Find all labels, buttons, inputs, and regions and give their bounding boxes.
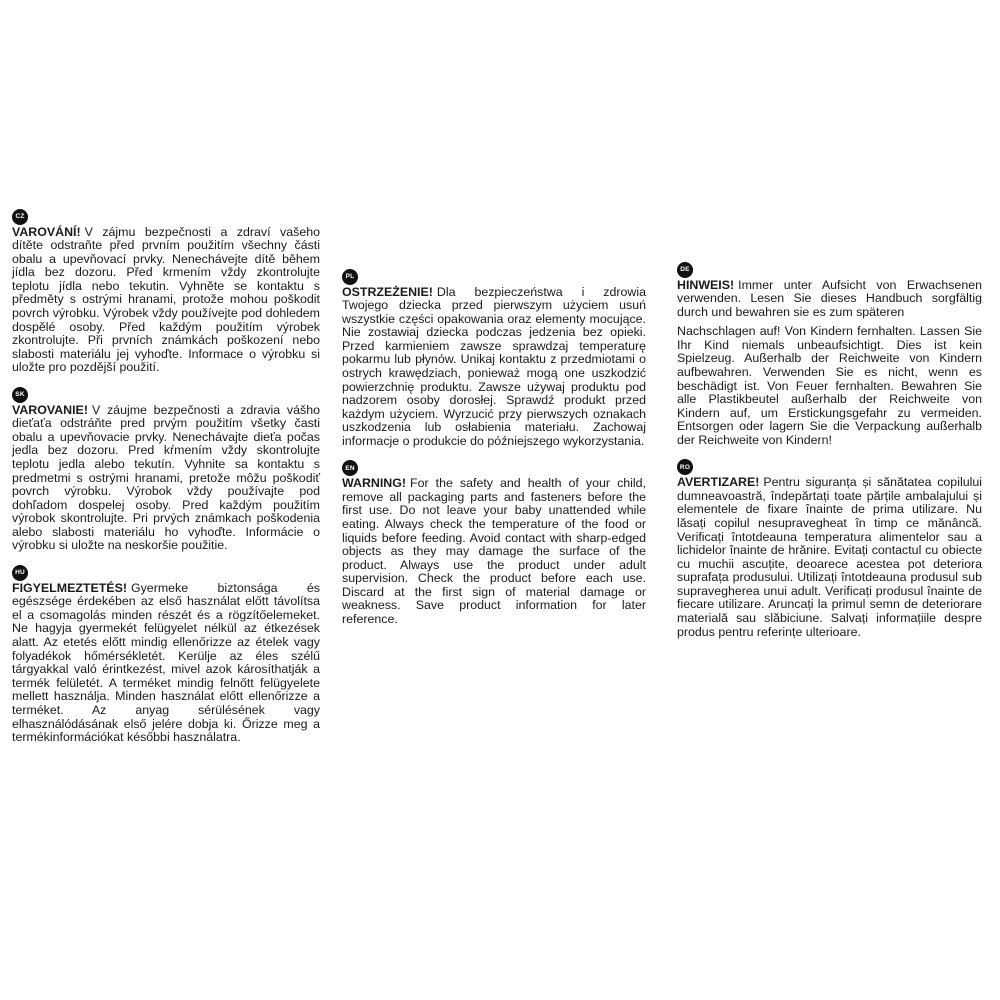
warning-heading-en: WARNING! [342, 476, 407, 491]
warning-paragraph-pl [342, 286, 646, 449]
section-de [677, 258, 982, 448]
warning-text-sk: V záujme bezpečnosti a zdravia vášho dieťaťa odstráňte pred prvým použitím všetky časti obalu a upevňovacie prvky. Nenechávajte dieťa počas jedla bez dozoru. Pred kŕmením vždy skontrolujte teplotu jedla alebo tekutín. Vyhnite sa kontaktu s predmetmi s ostrými hranami, pretože môžu poškodiť povrch výrobku. Výrobok vždy používajte pod dohľadom dospelej osoby. Pred každým použitím výrobok skontrolujte. Pri prvých známkach poškodenia alebo slabosti materiálu ho vyhoďte. Informácie o výrobku si uložte na neskoršie použitie. [12, 402, 320, 553]
language-badge-hu: HU [12, 565, 28, 581]
language-badge-sk: SK [12, 387, 28, 403]
warning-heading-cz: VAROVÁNÍ! [12, 224, 81, 239]
language-badge-en: EN [342, 460, 358, 476]
warning-paragraph-de-2 [677, 325, 982, 447]
warning-heading-ro: AVERTIZARE! [677, 475, 760, 490]
warning-paragraph-ro [677, 476, 982, 639]
warning-heading-sk: VAROVANIE! [12, 402, 88, 417]
warning-heading-hu: FIGYELMEZTETÉS! [12, 580, 127, 595]
warning-text-de-part2: Nachschlagen auf! Von Kindern fernhalten. Lassen Sie Ihr Kind niemals unbeaufsichtigt. Dies ist kein Spielzeug. Außerhalb der Reichweite von Kindern aufbewahren. Verwenden Sie es nicht, wenn es beschädigt ist. Von Feuer fernhalten. Bewahren Sie alle Plastikbeutel außerhalb der Reichweite von Kindern auf, um Erstickungsgefahr zu vermeiden. Entsorgen oder lagern Sie die Verpackung außerhalb der Reichweite von Kindern! [677, 324, 982, 448]
section-ro [677, 456, 982, 640]
column-left [12, 205, 320, 753]
warning-paragraph-hu [12, 582, 320, 745]
section-pl [342, 265, 646, 449]
warning-paragraph-en [342, 477, 646, 627]
column-middle [342, 265, 646, 635]
column-right [677, 258, 982, 647]
warning-paragraph-de-1 [677, 279, 982, 320]
warning-text-cz: V zájmu bezpečnosti a zdraví vašeho dítěte odstraňte před prvním použitím všechny části obalu a upevňovací prvky. Nenechávejte dítě během jídla bez dozoru. Před krmením vždy zkontrolujte teplotu jídla nebo tekutin. Vyhněte se kontaktu s předměty s ostrými hranami, protože mohou poškodit povrch výrobku. Výrobek vždy používejte pod dohledem dospělé osoby. Před každým použitím výrobek zkontrolujte. Při prvních známkách poškození nebo slabosti materiálu jej vyhoďte. Informace o výrobku si uložte pro pozdější použití. [12, 224, 320, 375]
section-en [342, 457, 646, 627]
language-badge-pl: PL [342, 269, 358, 285]
warning-text-en: For the safety and health of your child, remove all packaging parts and fasteners before the first use. Do not leave your baby unattended while eating. Always check the temperature of the food or liquids before feeding. Avoid contact with sharp-edged objects as they may damage the surface of the product. Always use the product under adult supervision. Check the product before each use. Discard at the first sign of material damage or weakness. Save product information for later reference. [342, 476, 646, 627]
section-hu [12, 561, 320, 745]
warning-text-ro: Pentru siguranța și sănătatea copilului dumneavoastră, îndepărtați toate părțile ambalajului și elementele de fixare înainte de prima utilizare. Nu lăsați copilul nesupravegheat în timp ce mănâncă. Verificați întotdeauna temperatura alimentelor sau a lichidelor înainte de hrănire. Evitați contactul cu obiecte cu muchii ascuțite, deoarece acestea pot deteriora suprafața produsului. Utilizați întotdeauna produsul sub supravegherea unui adult. Verificați produsul înainte de fiecare utilizare. Aruncați la primul semn de deteriorare materială sau slăbiciune. Salvați informațiile despre produs pentru referințe ulterioare. [677, 475, 982, 639]
warning-heading-de: HINWEIS! [677, 277, 735, 292]
warning-heading-pl: OSTRZEŻENIE! [342, 284, 433, 299]
warning-paragraph-cz [12, 226, 320, 376]
language-badge-ro: RO [677, 459, 693, 475]
warning-paragraph-sk [12, 404, 320, 554]
warning-text-de-part1: Immer unter Aufsicht von Erwachsenen verwenden. Lesen Sie dieses Handbuch sorgfältig durch und bewahren sie es zum späteren [677, 277, 982, 319]
language-badge-cz: CZ [12, 209, 28, 225]
language-badge-de: DE [677, 262, 693, 278]
section-cz [12, 205, 320, 375]
warning-text-pl: Dla bezpieczeństwa i zdrowia Twojego dziecka przed pierwszym użyciem usuń wszystkie części opakowania oraz elementy mocujące. Nie zostawiaj dziecka podczas jedzenia bez opieki. Przed karmieniem zawsze sprawdzaj temperaturę pokarmu lub płynów. Unikaj kontaktu z przedmiotami o ostrych krawędziach, ponieważ mogą one uszkodzić powierzchnię produktu. Zawsze używaj produktu pod nadzorem osoby dorosłej. Sprawdź produkt przed każdym użyciem. Wyrzucić przy pierwszych oznakach uszkodzenia lub osłabienia materiału. Zachowaj informacje o produkcie do późniejszego wykorzystania. [342, 284, 646, 449]
warning-text-hu: Gyermeke biztonsága és egészsége érdekében az első használat előtt távolítsa el a csomagolás minden részét és a rögzítőelemeket. Ne hagyja gyermekét felügyelet nélkül az étkezések alatt. Az etetés előtt mindig ellenőrizze az ételek vagy folyadékok hőmérsékletét. Kerülje az éles szélű tárgyakkal való érintkezést, mivel azok károsíthatják a termék felületét. A terméket mindig felnőtt felügyelete mellett használja. Minden használat előtt ellenőrizze a terméket. Az anyag sérülésének vagy elhasználódásának első jelére dobja ki. Őrizze meg a termékinformációkat későbbi használatra. [12, 580, 320, 745]
section-sk [12, 383, 320, 553]
